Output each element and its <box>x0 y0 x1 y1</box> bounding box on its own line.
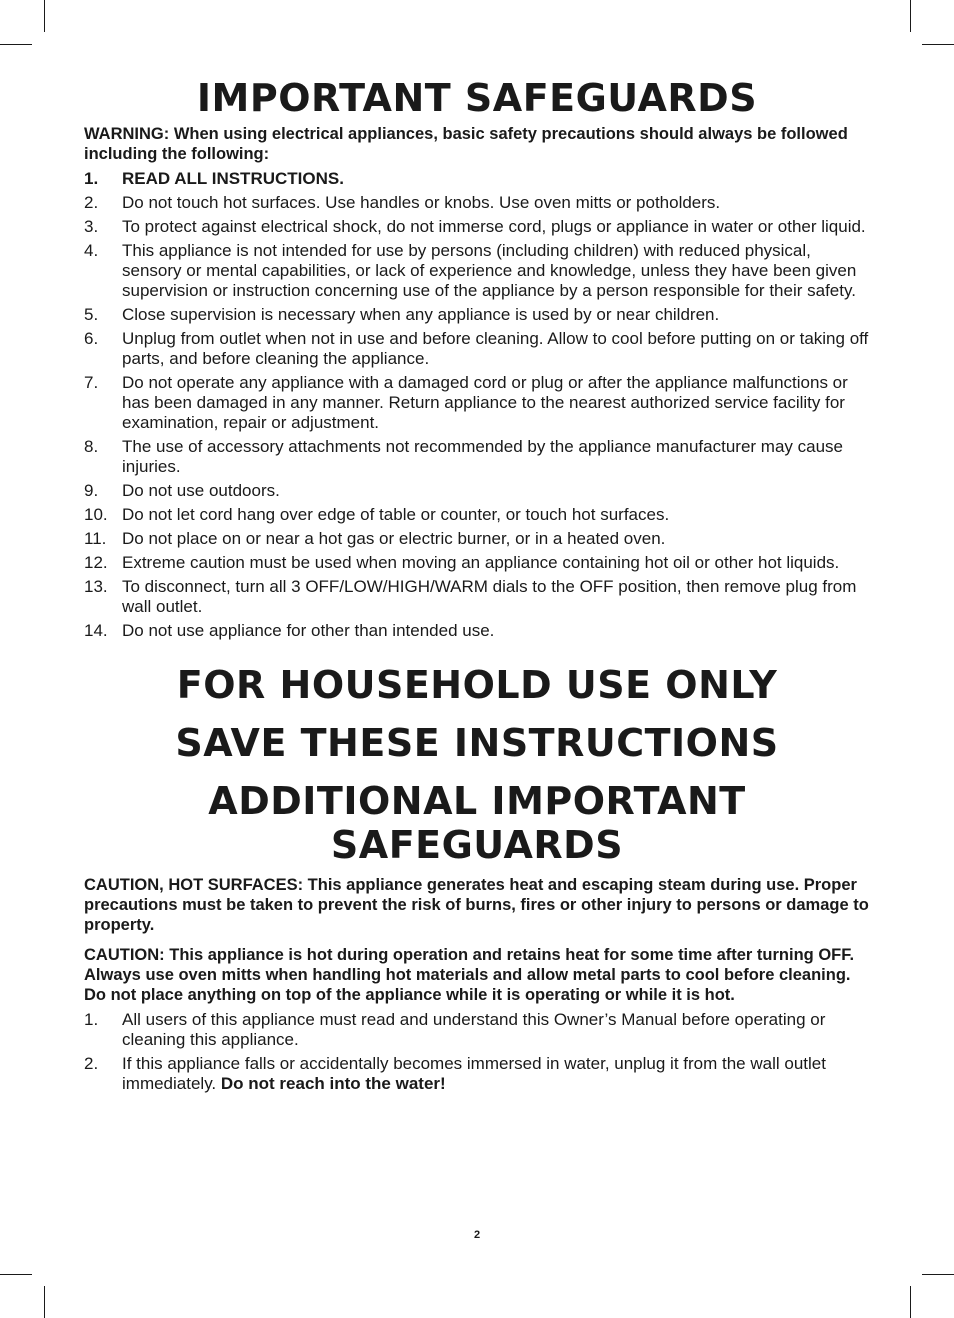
crop-mark <box>0 44 32 45</box>
item-text: Do not let cord hang over edge of table or counter, or touch hot surfaces. <box>122 505 670 524</box>
save-heading: SAVE THESE INSTRUCTIONS <box>175 721 779 765</box>
item-number: 11. <box>84 529 107 548</box>
item-text: To protect against electrical shock, do not immerse cord, plugs or appliance in water or other liquid. <box>122 217 866 236</box>
household-heading: FOR HOUSEHOLD USE ONLY <box>176 663 778 707</box>
item-number: 1. <box>84 169 99 188</box>
item-number: 3. <box>84 217 99 236</box>
item-text: Extreme caution must be used when moving an appliance containing hot oil or other hot liquids. <box>122 553 840 572</box>
item-text: Do not use outdoors. <box>122 481 280 500</box>
list-item <box>84 305 870 325</box>
page-number: 2 <box>473 1229 481 1241</box>
item-text: Close supervision is necessary when any appliance is used by or near children. <box>122 305 720 324</box>
item-text: Unplug from outlet when not in use and before cleaning. Allow to cool before putting on or taking off parts, and before cleaning the appliance. <box>122 329 869 368</box>
item-text: All users of this appliance must read and understand this Owner’s Manual before operating or cleaning this appliance. <box>122 1010 826 1049</box>
item-number: 14. <box>84 621 108 640</box>
item-number: 2. <box>84 193 99 212</box>
list-item <box>84 217 870 237</box>
item-number: 5. <box>84 305 99 324</box>
item-text: Do not use appliance for other than intended use. <box>122 621 495 640</box>
item-number: 2. <box>84 1054 99 1073</box>
page-title: IMPORTANT SAFEGUARDS <box>196 76 758 120</box>
caution-hot-surfaces: CAUTION, HOT SURFACES: This appliance generates heat and escaping steam during use. Proper precautions must be taken to prevent the risk of burns, fires or other injury to persons or damage to property. <box>84 876 869 934</box>
list-item <box>84 169 870 189</box>
list-item <box>84 1010 870 1050</box>
crop-mark <box>44 0 45 32</box>
item-text: Do not place on or near a hot gas or electric burner, or in a heated oven. <box>122 529 666 548</box>
warning-text: WARNING: When using electrical appliances, basic safety precautions should always be followed including the following: <box>84 125 848 163</box>
item-number: 12. <box>84 553 108 572</box>
item-text: This appliance is not intended for use by persons (including children) with reduced physical, sensory or mental capabilities, or lack of experience and knowledge, unless they have been given supervision or instruction concerning use of the appliance by a person responsible for their safety. <box>122 241 857 300</box>
crop-mark <box>922 44 954 45</box>
item-text: READ ALL INSTRUCTIONS. <box>122 169 344 188</box>
crop-mark <box>910 1286 911 1318</box>
list-item <box>84 505 870 525</box>
crop-mark <box>922 1274 954 1275</box>
crop-mark <box>0 1274 32 1275</box>
item-text: Do not operate any appliance with a damaged cord or plug or after the appliance malfunctions or has been damaged in any manner. Return appliance to the nearest authorized service facility for examination, repair or adjustment. <box>122 373 848 432</box>
crop-mark <box>910 0 911 32</box>
list-item <box>84 193 870 213</box>
crop-mark <box>44 1286 45 1318</box>
manual-page <box>84 76 870 1098</box>
list-item <box>84 621 870 641</box>
list-item <box>84 481 870 501</box>
item-number: 9. <box>84 481 99 500</box>
additional-heading: ADDITIONAL IMPORTANT SAFEGUARDS <box>208 779 746 867</box>
item-number: 6. <box>84 329 99 348</box>
list-item <box>84 529 870 549</box>
safeguards-list <box>84 169 870 641</box>
item-number: 8. <box>84 437 99 456</box>
item-number: 4. <box>84 241 99 260</box>
item-number: 10. <box>84 505 108 524</box>
caution-hot-operation: CAUTION: This appliance is hot during operation and retains heat for some time after turning OFF. Always use oven mitts when handling hot materials and allow metal parts to cool before cleaning. Do not place anything on top of the appliance while it is operating or while it is hot. <box>84 946 855 1004</box>
item-emphasis: Do not reach into the water! <box>220 1074 446 1093</box>
item-number: 13. <box>84 577 108 596</box>
item-number: 1. <box>84 1010 99 1029</box>
item-text: The use of accessory attachments not recommended by the appliance manufacturer may cause injuries. <box>122 437 843 476</box>
list-item <box>84 553 870 573</box>
list-item <box>84 373 870 433</box>
list-item <box>84 1054 870 1094</box>
item-text: If this appliance falls or accidentally becomes immersed in water, unplug it from the wall outlet immediately. <box>122 1054 826 1093</box>
list-item <box>84 577 870 617</box>
item-number: 7. <box>84 373 99 392</box>
list-item <box>84 437 870 477</box>
item-text: Do not touch hot surfaces. Use handles or knobs. Use oven mitts or potholders. <box>122 193 721 212</box>
item-text: To disconnect, turn all 3 OFF/LOW/HIGH/WARM dials to the OFF position, then remove plug from wall outlet. <box>122 577 857 616</box>
list-item <box>84 329 870 369</box>
additional-list <box>84 1010 870 1094</box>
list-item <box>84 241 870 301</box>
